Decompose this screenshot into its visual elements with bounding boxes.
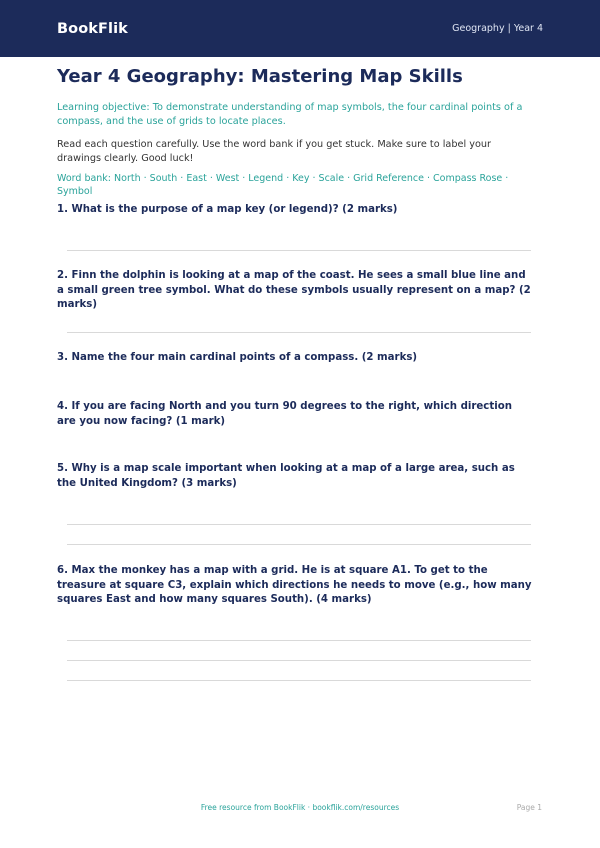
header-bar <box>0 0 600 57</box>
question-4: 4. If you are facing North and you turn 90 degrees to the right, which direction are you now facing? (1 mark) <box>57 401 512 427</box>
answer-line[interactable] <box>67 524 531 525</box>
page-number: Page 1 <box>516 803 542 812</box>
intro-section <box>57 66 532 198</box>
question-3: 3. Name the four main cardinal points of a compass. (2 marks) <box>57 352 418 363</box>
word-bank: Word bank: North · South · East · West · Legend · Key · Scale · Grid Reference · Compass Rose · Symbol <box>57 173 509 197</box>
answer-line[interactable] <box>67 250 531 251</box>
footer-credit-link[interactable]: Free resource from BookFlik · bookflik.com/resources <box>200 803 400 812</box>
answer-line[interactable] <box>67 640 531 641</box>
learning-objective: Learning objective: To demonstrate understanding of map symbols, the four cardinal points of a compass, and the use of grids to locate places. <box>57 102 523 127</box>
answer-line[interactable] <box>67 680 531 681</box>
brand-logo: BookFlik <box>57 20 128 37</box>
footer <box>0 803 600 817</box>
question-5: 5. Why is a map scale important when looking at a map of a large area, such as the United Kingdom? (3 marks) <box>57 463 515 489</box>
question-1: 1. What is the purpose of a map key (or legend)? (2 marks) <box>57 204 398 215</box>
question-2: 2. Finn the dolphin is looking at a map of the coast. He sees a small blue line and a small green tree symbol. What do these symbols usually represent on a map? (2 marks) <box>57 270 531 310</box>
page-title: Year 4 Geography: Mastering Map Skills <box>57 66 463 87</box>
subject-label: Geography | Year 4 <box>452 23 543 34</box>
answer-line[interactable] <box>67 332 531 333</box>
question-6: 6. Max the monkey has a map with a grid. He is at square A1. To get to the treasure at square C3, explain which directions he needs to move (e.g., how many squares East and how many squares South). (4 marks) <box>57 565 532 605</box>
answer-line[interactable] <box>67 544 531 545</box>
instructions: Read each question carefully. Use the word bank if you get stuck. Make sure to label your drawings clearly. Good luck! <box>57 139 492 164</box>
answer-line[interactable] <box>67 660 531 661</box>
